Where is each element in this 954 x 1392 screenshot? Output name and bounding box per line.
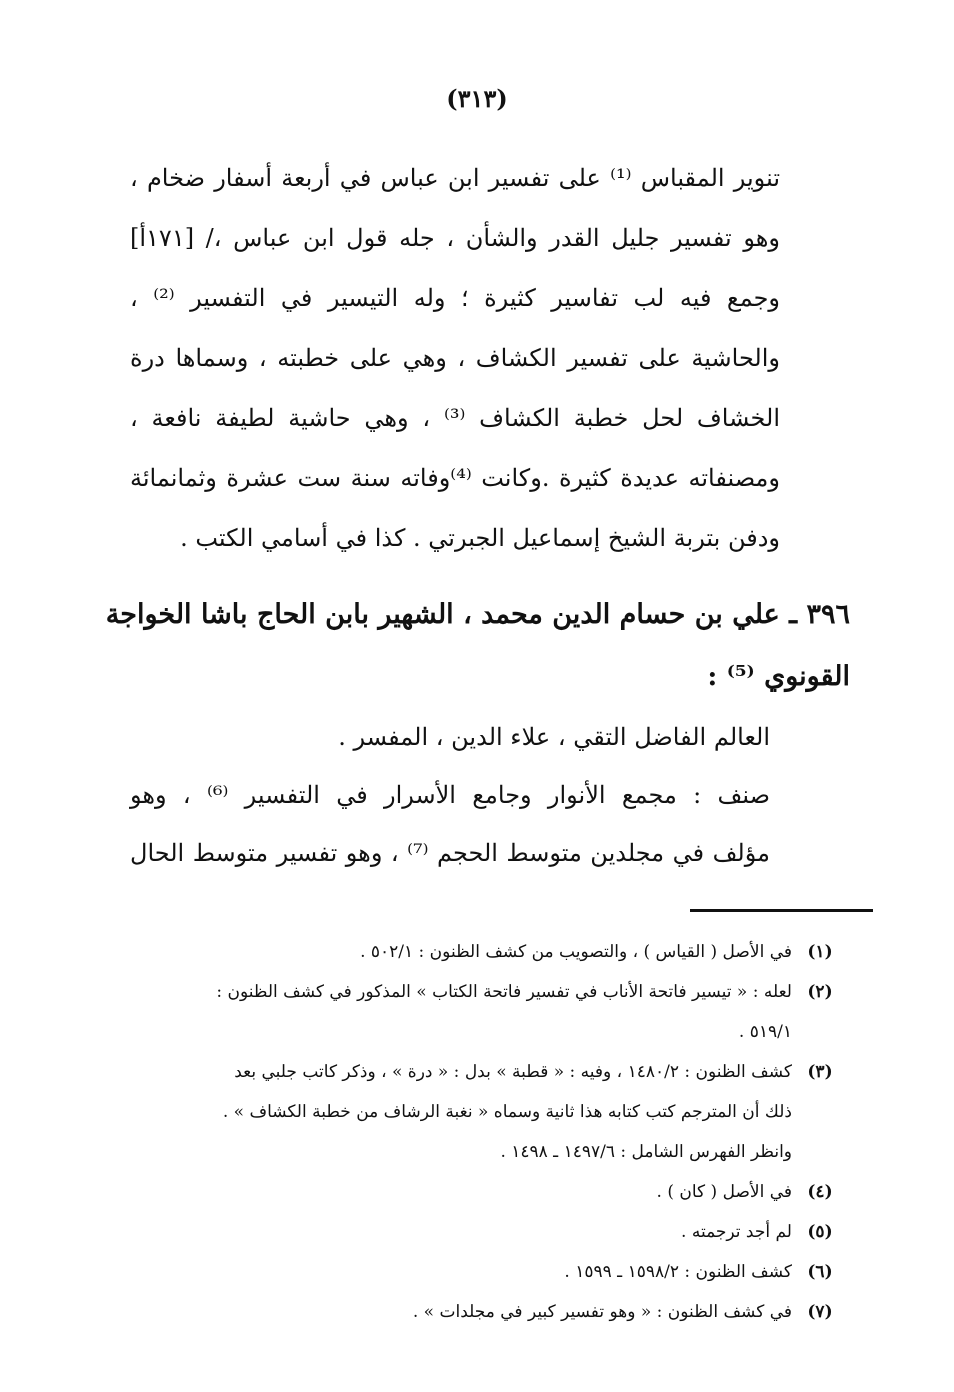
- text-line: والحاشية على تفسير الكشاف ، وهي على خطبته ، وسماها درة: [130, 344, 780, 372]
- footnote-line: لم أجد ترجمته .: [681, 1222, 792, 1242]
- footnote-item: [120, 1212, 848, 1252]
- footnote-text: [120, 1292, 792, 1332]
- footnote-line: لعله : « تيسير فاتحة الأناب في تفسير فاتحة الكتاب » المذكور في كشف الظنون :: [216, 982, 792, 1002]
- footnote-divider: [690, 909, 873, 912]
- footnote-number: (٦): [807, 1262, 833, 1282]
- text-line: ودفن بتربة الشيخ إسماعيل الجبرتي . كذا في أسامي الكتب .: [180, 524, 780, 552]
- entry-line-3: مؤلف في مجلدين متوسط الحجم ⁽⁷⁾ ، وهو تفسير متوسط الحال: [130, 839, 770, 867]
- entry-line-2: صنف : مجمع الأنوار وجامع الأسرار في التفسير ⁽⁶⁾ ، وهو: [130, 781, 771, 809]
- footnote-line: ذلك أن المترجم كتب كتابه هذا ثانية وسماه « نغبة الرشاف من خطبة الكشاف » .: [222, 1102, 792, 1122]
- page-number: (٣١٣): [446, 84, 508, 113]
- footnote-text: [120, 932, 792, 972]
- paragraph-1: [130, 148, 780, 568]
- footnote-text: [120, 1212, 792, 1252]
- text-line: وهو تفسير جليل القدر والشأن ، جله قول ابن عباس ،/ [١٧١أ]: [130, 224, 780, 252]
- footnote-line: كشف الظنون : ١٤٨٠/٢ ، وفيه : « قطبة » بدل : « درة » ، وذكر كاتب جلبي بعد: [234, 1062, 792, 1082]
- footnote-text: [120, 1052, 792, 1172]
- footnote-text: [120, 1172, 792, 1212]
- text-line: تنوير المقباس ⁽¹⁾ على تفسير ابن عباس في أربعة أسفار ضخام ،: [130, 164, 781, 192]
- footnote-item: [120, 1172, 848, 1212]
- footnote-text: [120, 1252, 792, 1292]
- entry-heading: [105, 584, 850, 708]
- footnote-item: [120, 932, 848, 972]
- entry-line-1: العالم الفاضل التقي ، علاء الدين ، المفسر .: [338, 723, 770, 751]
- footnote-number: (٣): [807, 1062, 833, 1082]
- footnote-line: وانظر الفهرس الشامل : ١٤٩٧/٦ ـ ١٤٩٨ .: [500, 1142, 792, 1162]
- text-line: ومصنفاته عديدة كثيرة .وكانت ⁽⁴⁾وفاته سنة ست عشرة وثمانمائة: [130, 464, 780, 492]
- footnote-number: (٢): [807, 982, 833, 1002]
- footnote-line: ٥١٩/١ .: [738, 1022, 792, 1042]
- footnote-line: في كشف الظنون : « وهو تفسير كبير في مجلدات » .: [412, 1302, 792, 1322]
- footnote-number: (١): [807, 942, 833, 962]
- footnote-line: في الأصل ( كان ) .: [656, 1182, 792, 1202]
- footnote-item: [120, 1052, 848, 1172]
- footnote-text: [120, 972, 792, 1052]
- footnote-line: في الأصل ( القياس ) ، والتصويب من كشف الظنون : ٥٠٢/١ .: [360, 942, 792, 962]
- footnote-item: [120, 1292, 848, 1332]
- entry-heading-line-1: ٣٩٦ ـ علي بن حسام الدين محمد ، الشهير بابن الحاج باشا الخواجة: [105, 599, 850, 630]
- footnote-number: (٥): [807, 1222, 833, 1242]
- footnote-number: (٧): [807, 1302, 833, 1322]
- text-line: وجمع فيه لب تفاسير كثيرة ؛ وله التيسير في التفسير ⁽²⁾ ،: [130, 284, 780, 312]
- footnote-item: [120, 972, 848, 1052]
- footnote-item: [120, 1252, 848, 1292]
- footnotes: [120, 932, 848, 1332]
- text-line: الخشاف لحل خطبة الكشاف ⁽³⁾ ، وهي حاشية لطيفة نافعة ،: [130, 404, 781, 432]
- footnote-number: (٤): [807, 1182, 833, 1202]
- entry-body: [130, 708, 770, 882]
- entry-heading-line-2: القونوي ⁽⁵⁾ :: [707, 661, 850, 692]
- footnote-line: كشف الظنون : ١٥٩٨/٢ ـ ١٥٩٩ .: [564, 1262, 792, 1282]
